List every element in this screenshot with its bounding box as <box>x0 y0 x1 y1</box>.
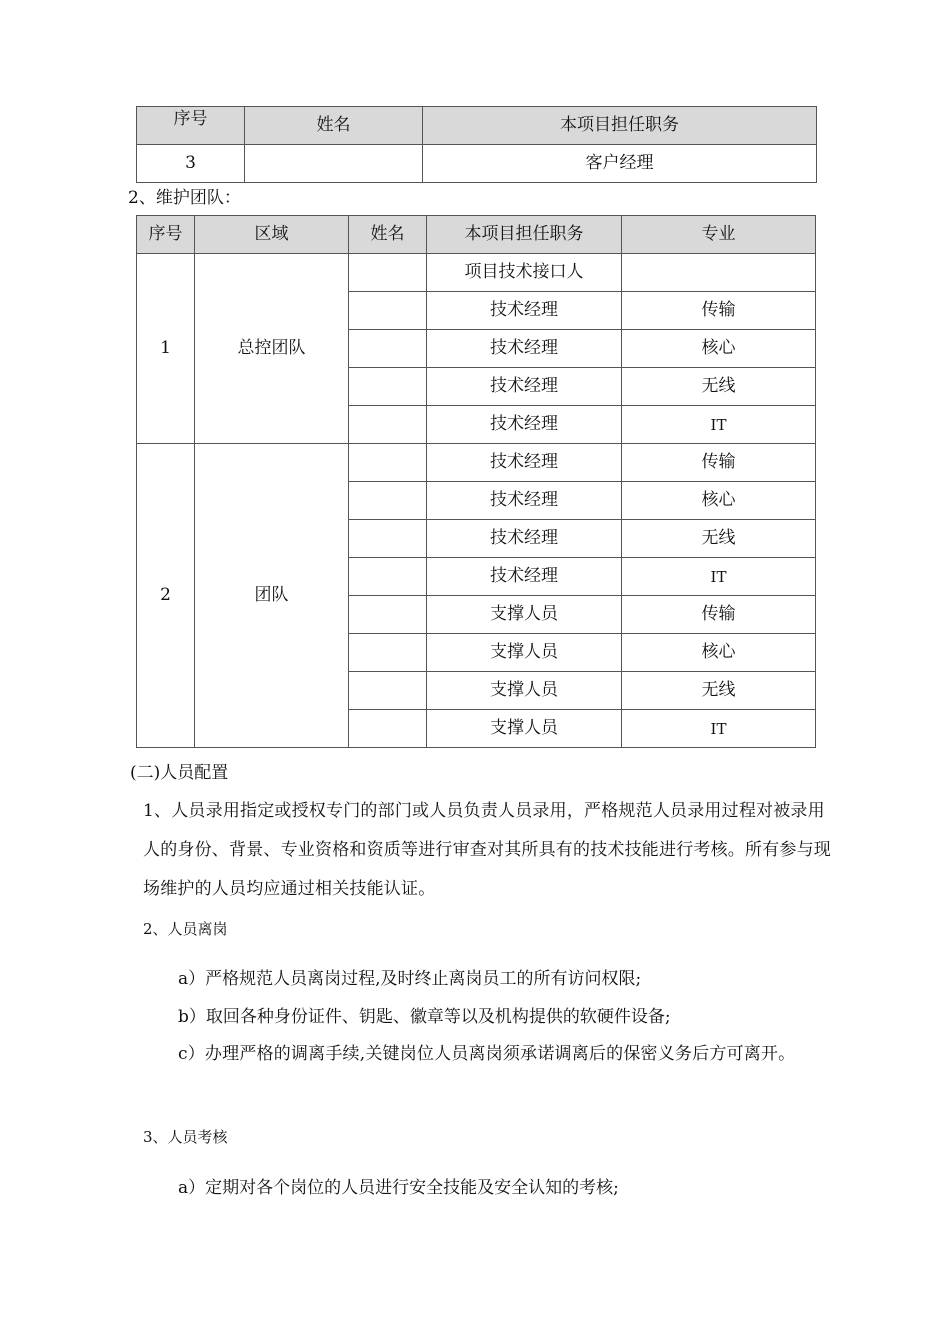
col-header-role: 本项目担任职务 <box>423 107 817 145</box>
cell-specialty: 核心 <box>622 482 816 520</box>
col-header-role: 本项目担任职务 <box>427 216 622 254</box>
cell-role: 技术经理 <box>427 330 622 368</box>
maintenance-team-heading: 2、维护团队： <box>128 188 241 208</box>
cell-role: 技术经理 <box>427 444 622 482</box>
cell-role: 支撑人员 <box>427 710 622 748</box>
cell-name <box>245 145 423 183</box>
cell-specialty: IT <box>622 710 816 748</box>
cell-role: 技术经理 <box>427 368 622 406</box>
cell-name <box>349 634 427 672</box>
maintenance-team-table <box>136 215 816 748</box>
cell-name <box>349 444 427 482</box>
cell-role: 技术经理 <box>427 558 622 596</box>
cell-specialty: 传输 <box>622 292 816 330</box>
cell-name <box>349 406 427 444</box>
col-header-name: 姓名 <box>349 216 427 254</box>
cell-specialty: 核心 <box>622 330 816 368</box>
table-header-row <box>137 216 816 254</box>
cell-name <box>349 520 427 558</box>
cell-specialty: 无线 <box>622 672 816 710</box>
cell-role: 技术经理 <box>427 292 622 330</box>
cell-role: 支撑人员 <box>427 596 622 634</box>
cell-name <box>349 710 427 748</box>
cell-area: 团队 <box>195 444 349 748</box>
cell-specialty: IT <box>622 406 816 444</box>
col-header-seq: 序号 <box>137 107 245 145</box>
list-item-b: b）取回各种身份证件、钥匙、徽章等以及机构提供的软硬件设备; <box>178 1007 671 1027</box>
cell-specialty: 核心 <box>622 634 816 672</box>
col-header-seq: 序号 <box>137 216 195 254</box>
paragraph-recruitment: 1、人员录用指定或授权专门的部门或人员负责人员录用，严格规范人员录用过程对被录用人的身份、背景、专业资格和资质等进行审查对其所具有的技术技能进行考核。所有参与现场维护的人员均应通过相关技能认证。 <box>143 801 831 899</box>
cell-role: 技术经理 <box>427 406 622 444</box>
cell-seq: 3 <box>137 145 245 183</box>
cell-name <box>349 672 427 710</box>
table-row <box>137 254 816 292</box>
heading-assessment: 3、人员考核 <box>143 1128 228 1146</box>
cell-name <box>349 596 427 634</box>
cell-role: 支撑人员 <box>427 634 622 672</box>
heading-resignation: 2、人员离岗 <box>143 920 228 938</box>
section-title: (二)人员配置 <box>130 763 229 783</box>
cell-role: 支撑人员 <box>427 672 622 710</box>
cell-seq: 2 <box>137 444 195 748</box>
staff-table-top <box>136 106 817 183</box>
cell-name <box>349 292 427 330</box>
cell-name <box>349 254 427 292</box>
list-item-a: a）严格规范人员离岗过程,及时终止离岗员工的所有访问权限; <box>178 969 642 989</box>
cell-specialty: IT <box>622 558 816 596</box>
cell-name <box>349 558 427 596</box>
cell-specialty: 无线 <box>622 520 816 558</box>
cell-seq: 1 <box>137 254 195 444</box>
table-row <box>137 444 816 482</box>
cell-role: 项目技术接口人 <box>427 254 622 292</box>
col-header-name: 姓名 <box>245 107 423 145</box>
cell-specialty: 无线 <box>622 368 816 406</box>
cell-area: 总控团队 <box>195 254 349 444</box>
list-item-c: c）办理严格的调离手续,关键岗位人员离岗须承诺调离后的保密义务后方可离开。 <box>178 1044 796 1064</box>
list-item-a2: a）定期对各个岗位的人员进行安全技能及安全认知的考核; <box>178 1178 619 1198</box>
cell-name <box>349 368 427 406</box>
cell-role: 客户经理 <box>423 145 817 183</box>
cell-specialty: 传输 <box>622 444 816 482</box>
cell-role: 技术经理 <box>427 520 622 558</box>
cell-role: 技术经理 <box>427 482 622 520</box>
cell-name <box>349 482 427 520</box>
cell-specialty <box>622 254 816 292</box>
col-header-specialty: 专业 <box>622 216 816 254</box>
table-header-row <box>137 107 817 145</box>
cell-name <box>349 330 427 368</box>
cell-specialty: 传输 <box>622 596 816 634</box>
table-row <box>137 145 817 183</box>
col-header-area: 区域 <box>195 216 349 254</box>
